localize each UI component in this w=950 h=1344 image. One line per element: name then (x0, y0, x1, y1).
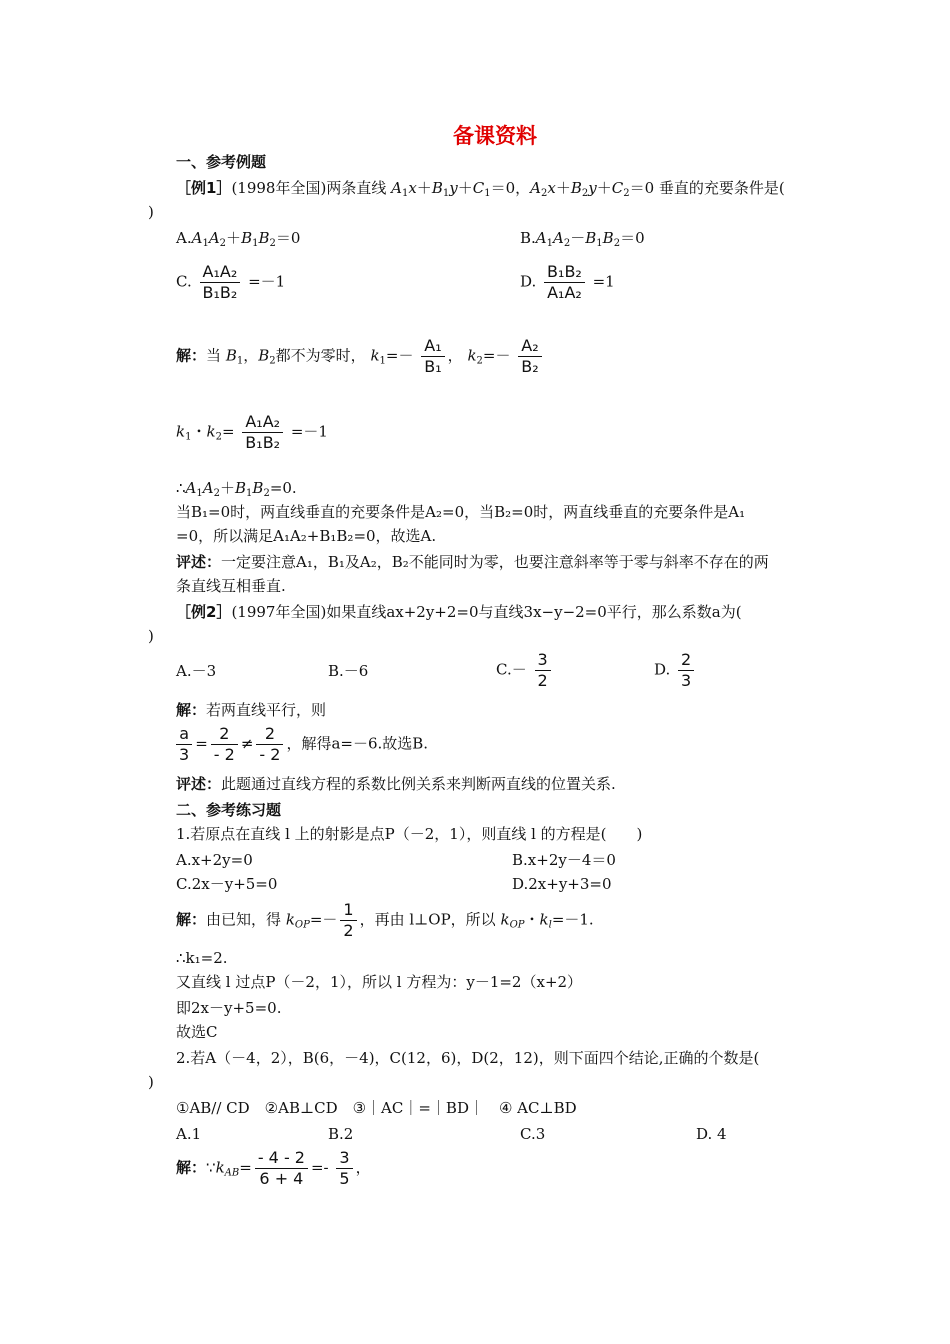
example1-para1: 当B₁=0时，两直线垂直的充要条件是A₂=0，当B₂=0时，两直线垂直的充要条件是A₁ (176, 503, 746, 521)
example1-option-b: $B.A_1A_2-B_1B_2=0$ (520, 229, 645, 249)
section-heading-1: 一、参考例题 (176, 153, 267, 171)
question1-line2: ∴k₁=2. (176, 949, 228, 967)
question2-option-a: A.1 (176, 1125, 202, 1143)
question2-option-b: B.2 (328, 1125, 354, 1143)
example1-option-c: C. $\frac{\text{A₁A₂}}{\text{B₁B₂}}$ =－1 (176, 262, 286, 302)
example1-label: ［例1］ (176, 179, 232, 197)
example1-comment-2: 条直线互相垂直. (176, 577, 286, 595)
example2-equation: $\frac{a}{3}$ = $\frac{2}{- 2}$ ≠ $\frac{2}{- 2}$ ，解得a=－6.故选B. (176, 724, 428, 765)
question1-option-c: C.2x－y+5=0 (176, 875, 278, 893)
example1-solution: 解：当 $B_1$，$B_2$都不为零时， $k_1=-$ $\frac{\text{A₁}}{\text{B₁}}$ ， $k_2=-$ $\frac{\text{A₂}}{\text{B₂}}$ (176, 336, 545, 377)
example2-comment: 评述：此题通过直线方程的系数比例关系来判断两直线的位置关系. (176, 775, 616, 793)
question2-solution: 解：$\because k_{AB}=$ $\frac{- 4 - 2}{6 + 4}$ =- $\frac{3}{5}$ ， (176, 1148, 371, 1188)
fraction-d: $\frac{\text{B₁B₂}}{\text{A₁A₂}}$ (544, 262, 585, 303)
example1-stem-close: ) (148, 203, 154, 221)
example2-label: ［例2］ (176, 603, 232, 621)
example1-conclusion: $\therefore A_1A_2+B_1B_2=0$. (176, 479, 297, 499)
example1-option-d: D. $\frac{\text{B₁B₂}}{\text{A₁A₂}}$ =1 (520, 262, 615, 302)
question2-option-d: D. 4 (696, 1125, 727, 1143)
question1-solution: 解：由已知，得 $k_{OP}=-$ $\frac{1}{2}$ ，再由 l⊥OP，所以 $k_{OP}$・$k_l=-1$. (176, 900, 594, 940)
example2-stem-close: ) (148, 627, 154, 645)
example1-comment: 评述：一定要注意A₁，B₁及A₂，B₂不能同时为零，也要注意斜率等于零与斜率不存在的两 (176, 553, 769, 571)
example1-product: $k_1$・$k_2=$ $\frac{\text{A₁A₂}}{\text{B₁B₂}}$ =－1 (176, 412, 328, 452)
question2-conclusions: ①AB// CD ②AB⊥CD ③｜AC｜=｜BD｜ ④ AC⊥BD (176, 1099, 577, 1117)
question1-option-b: B.x+2y－4＝0 (512, 851, 616, 869)
question2-stem-close: ) (148, 1073, 154, 1091)
section-heading-2: 二、参考练习题 (176, 801, 282, 819)
example2-stem: ［例2］(1997年全国)如果直线ax+2y+2=0与直线3x−y−2=0平行，那么系数a为( (176, 603, 742, 621)
example1-option-a: $A.A_1A_2+B_1B_2=0$ (176, 229, 301, 249)
question1-line3: 又直线 l 过点P（－2，1），所以 l 方程为：y－1=2（x+2） (176, 973, 583, 991)
question1-option-d: D.2x+y+3=0 (512, 875, 612, 893)
example2-option-d: D. $\frac{2}{3}$ (654, 650, 697, 691)
question2-option-c: C.3 (520, 1125, 546, 1143)
question2-stem: 2.若A（－4，2），B(6，－4)，C(12，6)，D(2，12)，则下面四个结论,正确的个数是( (176, 1049, 760, 1067)
question1-stem: 1.若原点在直线 l 上的射影是点P（－2，1），则直线 l 的方程是( ) (176, 825, 643, 843)
example2-option-c: C.－ $\frac{3}{2}$ (496, 650, 554, 691)
page-title: 备课资料 (453, 123, 537, 148)
example1-para2: =0，所以满足A₁A₂+B₁B₂=0，故选A. (176, 527, 437, 545)
fraction-c: $\frac{\text{A₁A₂}}{\text{B₁B₂}}$ (200, 262, 241, 303)
question1-line4: 即2x－y+5=0. (176, 999, 282, 1017)
example1-stem: ［例1］(1998年全国)两条直线 $A_1x+B_1y+C_1=0$，$A_2x+B_2y+C_2=0$ 垂直的充要条件是( (176, 179, 785, 199)
question1-line5: 故选C (176, 1023, 218, 1041)
question1-option-a: A.x+2y=0 (176, 851, 253, 869)
example2-solution: 解：若两直线平行，则 (176, 701, 327, 719)
example2-option-a: A.－3 (176, 662, 217, 680)
example2-option-b: B.－6 (328, 662, 369, 680)
